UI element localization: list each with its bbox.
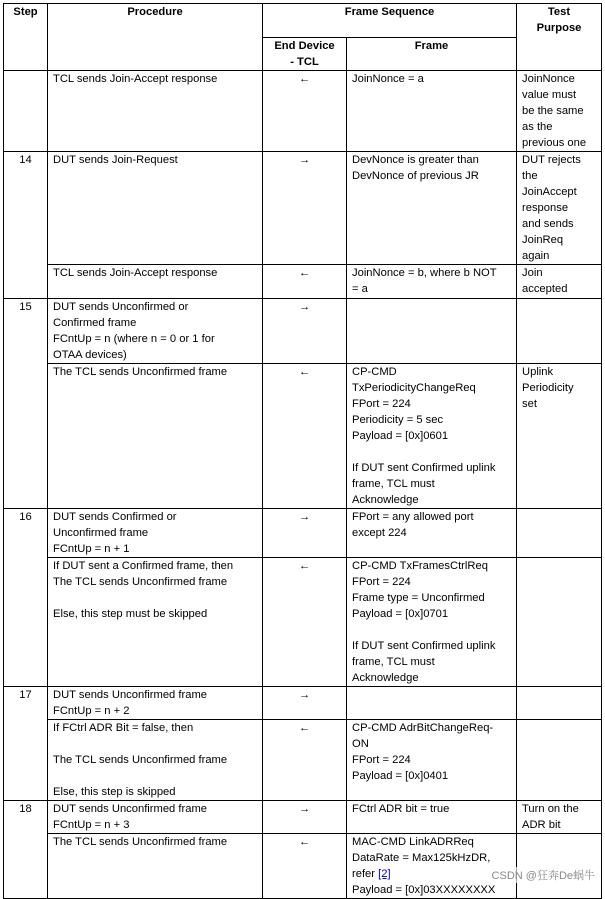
table-row [4,364,602,509]
header-row [4,4,602,38]
purpose-cell [517,299,602,364]
purpose-cell: Join accepted [517,265,602,299]
reference-link[interactable]: [2] [378,868,391,880]
purpose-cell: Turn on the ADR bit [517,801,602,834]
procedure-cell: TCL sends Join-Accept response [48,71,263,152]
procedure-cell: If FCtrl ADR Bit = false, then The TCL sends Unconfirmed frame Else, this step is skipped [48,720,263,801]
step-cell [4,71,48,152]
right-arrow-icon: → [263,687,347,720]
procedure-cell: TCL sends Join-Accept response [48,265,263,299]
header-step: Step [4,4,48,71]
procedure-cell: DUT sends Unconfirmed frame FCntUp = n + 3 [48,801,263,834]
frame-cell: DevNonce is greater than DevNonce of previous JR [347,152,517,265]
left-arrow-icon: ← [263,558,347,687]
purpose-cell: JoinNonce value must be the same as the previous one [517,71,602,152]
table-row [4,801,602,834]
procedure-cell: The TCL sends Unconfirmed frame [48,364,263,509]
purpose-cell [517,720,602,801]
right-arrow-icon: → [263,152,347,265]
frame-cell: CP-CMD TxPeriodicityChangeReq FPort = 224 Periodicity = 5 sec Payload = [0x]0601 If DUT sent Confirmed uplink frame, TCL must Acknowledge [347,364,517,509]
right-arrow-icon: → [263,801,347,834]
frame-cell: CP-CMD AdrBitChangeReq- ON FPort = 224 Payload = [0x]0401 [347,720,517,801]
procedure-cell: DUT sends Unconfirmed or Confirmed frame FCntUp = n (where n = 0 or 1 for OTAA devices) [48,299,263,364]
step-number: 18 [4,801,48,899]
procedure-cell: DUT sends Join-Request [48,152,263,265]
frame-cell: FPort = any allowed port except 224 [347,509,517,558]
right-arrow-icon: → [263,509,347,558]
frame-cell: FCtrl ADR bit = true [347,801,517,834]
left-arrow-icon: ← [263,265,347,299]
frame-cell: JoinNonce = b, where b NOT = a [347,265,517,299]
header-frame: Frame [347,38,517,71]
step-number: 17 [4,687,48,801]
step-number: 15 [4,299,48,509]
left-arrow-icon: ← [263,364,347,509]
table-row [4,71,602,152]
header-end-device-tcl: End Device - TCL [263,38,347,71]
table-row [4,687,602,720]
frame-text: MAC-CMD LinkADRReq DataRate = Max125kHzDR, refer [352,836,491,880]
procedure-cell: DUT sends Confirmed or Unconfirmed frame FCntUp = n + 1 [48,509,263,558]
frame-cell: JoinNonce = a [347,71,517,152]
procedure-cell: DUT sends Unconfirmed frame FCntUp = n + 2 [48,687,263,720]
table-row [4,152,602,265]
procedure-cell: If DUT sent a Confirmed frame, then The TCL sends Unconfirmed frame Else, this step must be skipped [48,558,263,687]
frame-payload: Payload = [0x]03XXXXXXXX [352,884,496,896]
table-row [4,720,602,801]
purpose-cell [517,687,602,720]
table-row [4,299,602,364]
purpose-cell [517,558,602,687]
purpose-cell [517,509,602,558]
step-number: 16 [4,509,48,687]
left-arrow-icon: ← [263,71,347,152]
left-arrow-icon: ← [263,720,347,801]
purpose-cell: DUT rejects the JoinAccept response and sends JoinReq again [517,152,602,265]
header-frame-sequence: Frame Sequence [263,4,517,38]
frame-cell [347,299,517,364]
table-row [4,509,602,558]
header-test-purpose: Test Purpose [517,4,602,71]
test-procedure-table [3,3,602,899]
frame-cell: CP-CMD TxFramesCtrlReq FPort = 224 Frame type = Unconfirmed Payload = [0x]0701 If DUT sent Confirmed uplink frame, TCL must Acknowledge [347,558,517,687]
watermark: CSDN @狂奔De蜗牛 [490,867,597,883]
left-arrow-icon: ← [263,834,347,899]
purpose-cell: Uplink Periodicity set [517,364,602,509]
header-procedure: Procedure [48,4,263,71]
table-row [4,558,602,687]
table-row [4,265,602,299]
right-arrow-icon: → [263,299,347,364]
frame-cell [347,687,517,720]
step-number: 14 [4,152,48,299]
procedure-cell: The TCL sends Unconfirmed frame [48,834,263,899]
